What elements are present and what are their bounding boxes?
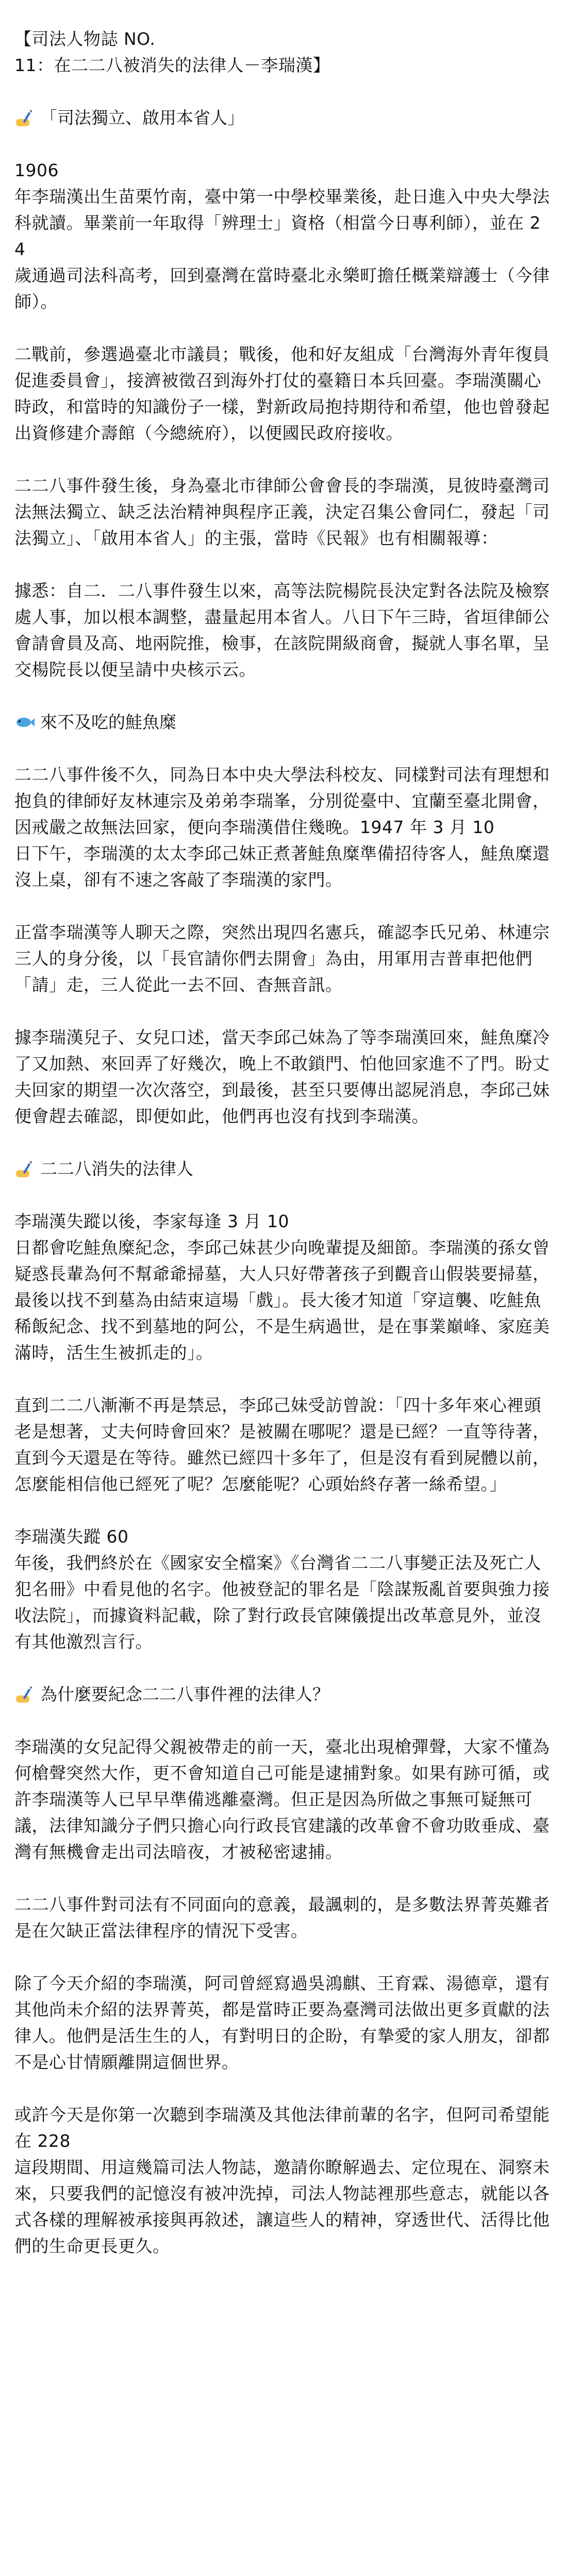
writing-hand-icon	[14, 108, 35, 128]
writing-hand-icon	[14, 1684, 35, 1705]
paragraph: 二二八事件發生後，身為臺北市律師公會會長的李瑞漢，見彼時臺灣司法無法獨立、缺乏法治精神與程序正義，決定召集公會同仁，發起「司法獨立」、「啟用本省人」的主張，當時《民報》也有相關報導：	[14, 476, 550, 548]
paragraph: 或許今天是你第一次聽到李瑞漢及其他法律前輩的名字，但阿司希望能在 228 這段期間、用這幾篇司法人物誌，邀請你瞭解過去、定位現在、洞察未來，只要我們的記憶沒有被冲洗掉，司法人物誌裡那些意志，就能以各式各樣的理解被承接與再敘述，讓這些人的精神，穿透世代、活得比他們的生命更長更久。	[14, 2105, 550, 2256]
section-heading-text: 「司法獨立、啟用本省人」	[40, 108, 244, 128]
paragraph: 1906 年李瑞漢出生苗栗竹南，臺中第一中學校畢業後，赴日進入中央大學法科就讀。畢業前一年取得「辨理士」資格（相當今日專利師），並在 24 歲通過司法科高考，回到臺灣在當時臺北永樂町擔任概業辯護士（今律師）。	[14, 160, 550, 312]
paragraph: 李瑞漢的女兒記得父親被帶走的前一天，臺北出現槍彈聲，大家不懂為何槍聲突然大作，更不會知道自己可能是逮捕對象。如果有跡可循，或許李瑞漢等人已早早準備逃離臺灣。但正是因為所做之事無可疑無可議，法律知識分子們只擔心向行政長官建議的改革會不會功敗垂成、臺灣有無機會走出司法暗夜，才被秘密逮捕。	[14, 1737, 550, 1862]
section-heading-disappeared-lawyer	[14, 1156, 551, 1182]
section-heading-text: 二二八消失的法律人	[40, 1159, 193, 1179]
post-title-line-1: 【司法人物誌 NO.	[14, 29, 156, 49]
paragraph: 正當李瑞漢等人聊天之際，突然出現四名憲兵，確認李氏兄弟、林連宗三人的身分後，以「長官請你們去開會」為由，用軍用吉普車把他們「請」走，三人從此一去不回、杳無音訊。	[14, 922, 550, 995]
quote-paragraph: 據悉：自二．二八事件發生以來，高等法院楊院長決定對各法院及檢察處人事，加以根本調整，盡量起用本省人。八日下午三時，省垣律師公會請會員及高、地兩院推，檢事，在該院開級商會，擬就人事名單，呈交楊院長以便呈請中央核示云。	[14, 581, 550, 680]
section-heading-text: 為什麼要紀念二二八事件裡的法律人？	[40, 1684, 329, 1704]
paragraph: 二戰前，參選過臺北市議員；戰後，他和好友組成「台灣海外青年復員促進委員會」，接濟被徵召到海外打仗的臺籍日本兵回臺。李瑞漢關心時政，和當時的知識份子一樣，對新政局抱持期待和希望，他也曾發起出資修建介壽館（今總統府），以便國民政府接收。	[14, 344, 550, 443]
writing-hand-icon	[14, 1159, 35, 1179]
paragraph: 李瑞漢失蹤 60 年後，我們終於在《國家安全檔案》《台灣省二二八事變正法及死亡人犯名冊》中看見他的名字。他被登記的罪名是「陰謀叛亂首要與強力接收法院」，而據資料記載，除了對行政長官陳儀提出改革意見外，並沒有其他激烈言行。	[14, 1527, 550, 1652]
paragraph: 直到二二八漸漸不再是禁忌，李邱己妹受訪曾說：「四十多年來心裡頭老是想著，丈夫何時會回來？是被關在哪呢？還是已經？一直等待著，直到今天還是在等待。雖然已經四十多年了，但是沒有看到屍體以前，怎麼能相信他已經死了呢？怎麼能呢？心頭始終存著一絲希望。」	[14, 1395, 550, 1494]
section-heading-salmon-porridge	[14, 709, 551, 735]
section-heading-text: 來不及吃的鮭魚糜	[40, 712, 176, 732]
fish-icon	[14, 712, 35, 733]
paragraph: 除了今天介紹的李瑞漢，阿司曾經寫過吳鴻麒、王育霖、湯德章，還有其他尚未介紹的法界菁英，都是當時正要為臺灣司法做出更多貢獻的法律人。他們是活生生的人，有對明日的企盼，有摯愛的家人朋友，卻都不是心甘情願離開這個世界。	[14, 1973, 550, 2072]
paragraph: 李瑞漢失蹤以後，李家每逢 3 月 10 日都會吃鮭魚糜紀念，李邱己妹甚少向晚輩提及細節。李瑞漢的孫女曾疑惑長輩為何不幫爺爺掃墓，大人只好帶著孩子到觀音山假裝要掃墓，最後以找不到墓為由結束這場「戲」。長大後才知道「穿這襲、吃鮭魚稀飯紀念、找不到墓地的阿公，不是生病過世，是在事業巔峰、家庭美滿時，活生生被抓走的」。	[14, 1211, 550, 1363]
section-heading-judicial-independence	[14, 105, 551, 131]
paragraph: 據李瑞漢兒子、女兒口述，當天李邱己妹為了等李瑞漢回來，鮭魚糜冷了又加熱、來回弄了好幾次，晚上不敢鎖門、怕他回家進不了門。盼丈夫回家的期望一次次落空，到最後，甚至只要傳出認屍消息，李邱己妹便會趕去確認，即便如此，他們再也沒有找到李瑞漢。	[14, 1027, 550, 1126]
section-heading-why-commemorate	[14, 1681, 551, 1707]
paragraph: 二二八事件後不久，同為日本中央大學法科校友、同樣對司法有理想和抱負的律師好友林連宗及弟弟李瑞峯，分別從臺中、宜蘭至臺北開會，因戒嚴之故無法回家，便向李瑞漢借住幾晚。1947 年 3 月 10 日下午，李瑞漢的太太李邱己妹正煮著鮭魚糜準備招待客人，鮭魚糜還沒上桌，卻有不速之客敲了李瑞漢的家門。	[14, 765, 550, 890]
post-title-line-2: 11：在二二八被消失的法律人－李瑞漢】	[14, 55, 330, 75]
paragraph: 二二八事件對司法有不同面向的意義，最諷刺的，是多數法界菁英難者是在欠缺正當法律程序的情況下受害。	[14, 1894, 550, 1941]
